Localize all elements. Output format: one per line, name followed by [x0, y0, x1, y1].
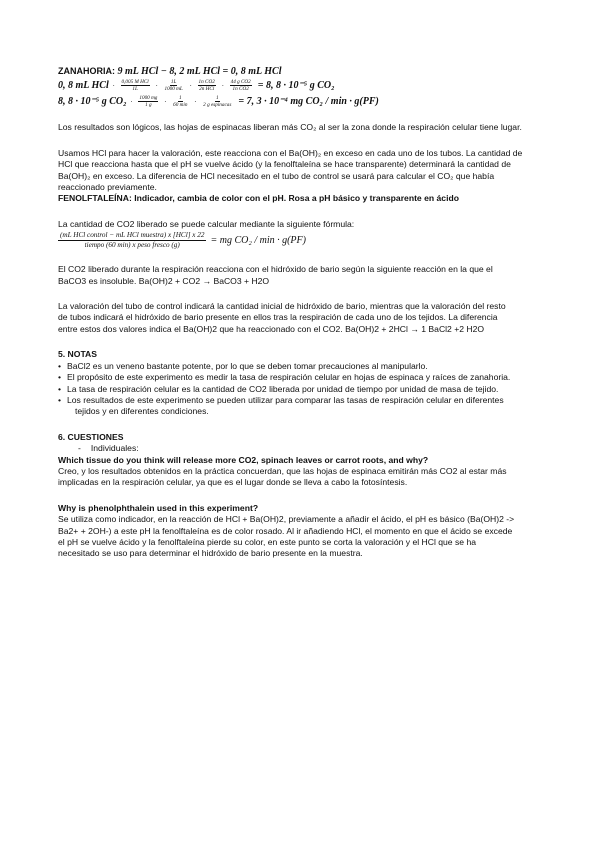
conversion-fraction: $\frac{1}{60 \min}$ [173, 95, 188, 109]
zanahoria-line2-result: = 8, 8 · 10⁻⁵ g CO₂ [257, 80, 335, 92]
hcl-paragraph-line: Usamos HCl para hacer la valoración, este reacciona con el Ba(OH)₂ en exceso en cada uno de los tubos. La cantidad de [58, 147, 523, 158]
conversion-fraction: $\frac{1000 mg}{1 g}$ [139, 95, 158, 109]
zanahoria-line-3: 8, 8 · 10⁻⁵ g CO₂ · $\frac{1000 mg}{1 g}$ · $\frac{1}{60 \min}$ · $\frac{1}{\text{2 g espinacas}}$ = 7, 3 · 10⁻⁴ mg CO₂ / min · g(PF) [58, 95, 379, 109]
co2-paragraph-line: El CO2 liberado durante la respiración reacciona con el hidróxido de bario según la siguiente reacción en la que el [58, 264, 493, 275]
cuestiones-heading: 6. CUESTIONES [58, 431, 124, 442]
answer-2-line: Se utiliza como indicador, en la reacción de HCl + Ba(OH)2, previamente a añadir el ácido, el pH es básico (Ba(OH)2 -> [58, 514, 515, 525]
fenolftaleina-definition: FENOLFTALEÍNA: Indicador, cambia de color con el pH. Rosa a pH básico y transparente en ácido [58, 193, 459, 204]
hcl-paragraph-line: reaccionado previamente. [58, 182, 157, 193]
zanahoria-line2-lead: 0, 8 mL HCl [58, 80, 109, 92]
answer-1-line: Creo, y los resultados obtenidos en la práctica concuerdan, que las hojas de espinaca emitirán más CO2 al estar más [58, 465, 507, 476]
valoracion-paragraph-line: de tubos indicará el hidróxido de bario presente en ellos tras la respiración de cada uno de los tejidos. La diferencia [58, 312, 498, 323]
formula-result: = mg CO₂ / min · g(PF) [210, 235, 306, 247]
answer-2-line: Ba2+ + 2OH-) a este pH la fenolftaleína es de color rosado. Al ir añadiendo HCl, el momento en que el ácido se excede [58, 525, 513, 536]
conversion-fraction: $\frac{1L}{1000 mL}$ [164, 79, 183, 93]
nota4-line1: Los resultados de este experimento se pueden utilizar para comparar las tasas de respiración celular en diferentes [67, 394, 504, 405]
question-2: Why is phenolphthalein used in this experiment? [58, 502, 259, 513]
hcl-paragraph-line: Ba(OH)₂ en exceso. La diferencia de HCl necesitado en el tubo de control se usará para calcular el CO₂ que había [58, 170, 495, 181]
answer-2-line: el pH se vuelve ácido y la fenolftaleína pierde su color, en este punto se corta la valoración y el HCl que se ha [58, 536, 476, 547]
formula-fraction [58, 231, 206, 250]
document-page [58, 66, 550, 560]
list-item: • El propósito de este experimento es medir la tasa de respiración celular en hojas de espinaca y raíces de zanahoria. [58, 372, 550, 383]
valoracion-paragraph-line: La valoración del tubo de control indicará la cantidad inicial de hidróxido de bario, mientras que la valoración del resto [58, 301, 506, 312]
answer-1-line: implicadas en la respiración celular, ya que es el lugar donde se lleva a cabo la fotosíntesis. [58, 477, 408, 488]
results-paragraph: Los resultados son lógicos, las hojas de espinacas liberan más CO₂ al ser la zona donde la respiración celular tiene lugar. [58, 122, 522, 133]
notas-heading: 5. NOTAS [58, 349, 97, 360]
co2-formula [58, 231, 550, 250]
formula-denominator: tiempo (60 min) x peso fresco (g) [84, 241, 180, 250]
hcl-paragraph-line: HCl que reacciona hasta que el pH se vuelve ácido (y la fenolftaleína se hace transparente) determinará la cantidad de [58, 159, 511, 170]
formula-numerator: (mL HCl control − mL HCl muestra) x [HCl] x 22 [60, 231, 205, 240]
zanahoria-line-2: 0, 8 mL HCl · $\frac{\text{0,005 M HCl}}{1L}$ · $\frac{1L}{1000 mL}$ · $\frac{\text{1n CO2}}{\text{2n HCl}}$ · $\frac{\text{44 g CO2}}{\text{1n CO2}}$ = 8, 8 · 10⁻⁵ g CO₂ [58, 79, 335, 93]
list-item: • BaCl2 es un veneno bastante potente, por lo que se deben tomar precauciones al manipularlo. [58, 361, 550, 372]
answer-2-line: necesitado se uso para determinar el hidróxido de bario presente en la muestra. [58, 548, 363, 559]
question-1: Which tissue do you think will release more CO2, spinach leaves or carrot roots, and why? [58, 454, 429, 465]
conversion-fraction: $\frac{1}{\text{2 g espinacas}}$ [203, 95, 232, 109]
zanahoria-line3-lead: 8, 8 · 10⁻⁵ g CO₂ [58, 96, 127, 108]
list-item [58, 395, 550, 418]
zanahoria-line-1 [58, 66, 550, 77]
zanahoria-label: ZANAHORIA: [58, 66, 115, 76]
list-item: • La tasa de respiración celular es la cantidad de CO2 liberada por unidad de tiempo por unidad de masa de tejido. [58, 384, 550, 395]
notas-list [58, 361, 550, 418]
formula-intro: La cantidad de CO2 liberado se puede calcular mediante la siguiente fórmula: [58, 218, 355, 229]
individuales-label: - Individuales: [78, 443, 139, 454]
zanahoria-line3-result: = 7, 3 · 10⁻⁴ mg CO₂ / min · g(PF) [238, 96, 379, 108]
nota4-line2: tejidos y en diferentes condiciones. [75, 406, 209, 417]
conversion-fraction: $\frac{\text{1n CO2}}{\text{2n HCl}}$ [198, 79, 215, 93]
conversion-fraction: $\frac{\text{0,005 M HCl}}{1L}$ [121, 79, 149, 93]
valoracion-paragraph-line: entre estos dos valores indica el Ba(OH)2 que ha reaccionado con el CO2. Ba(OH)2 + 2HCl → 1 BaCl2 +2 H2O [58, 323, 485, 334]
zanahoria-hcl-difference: 9 mL HCl − 8, 2 mL HCl = 0, 8 mL HCl [117, 66, 282, 77]
co2-paragraph-line: BaCO3 es insoluble. Ba(OH)2 + CO2 → BaCO3 + H2O [58, 275, 270, 286]
conversion-fraction: $\frac{\text{44 g CO2}}{\text{1n CO2}}$ [230, 79, 251, 93]
